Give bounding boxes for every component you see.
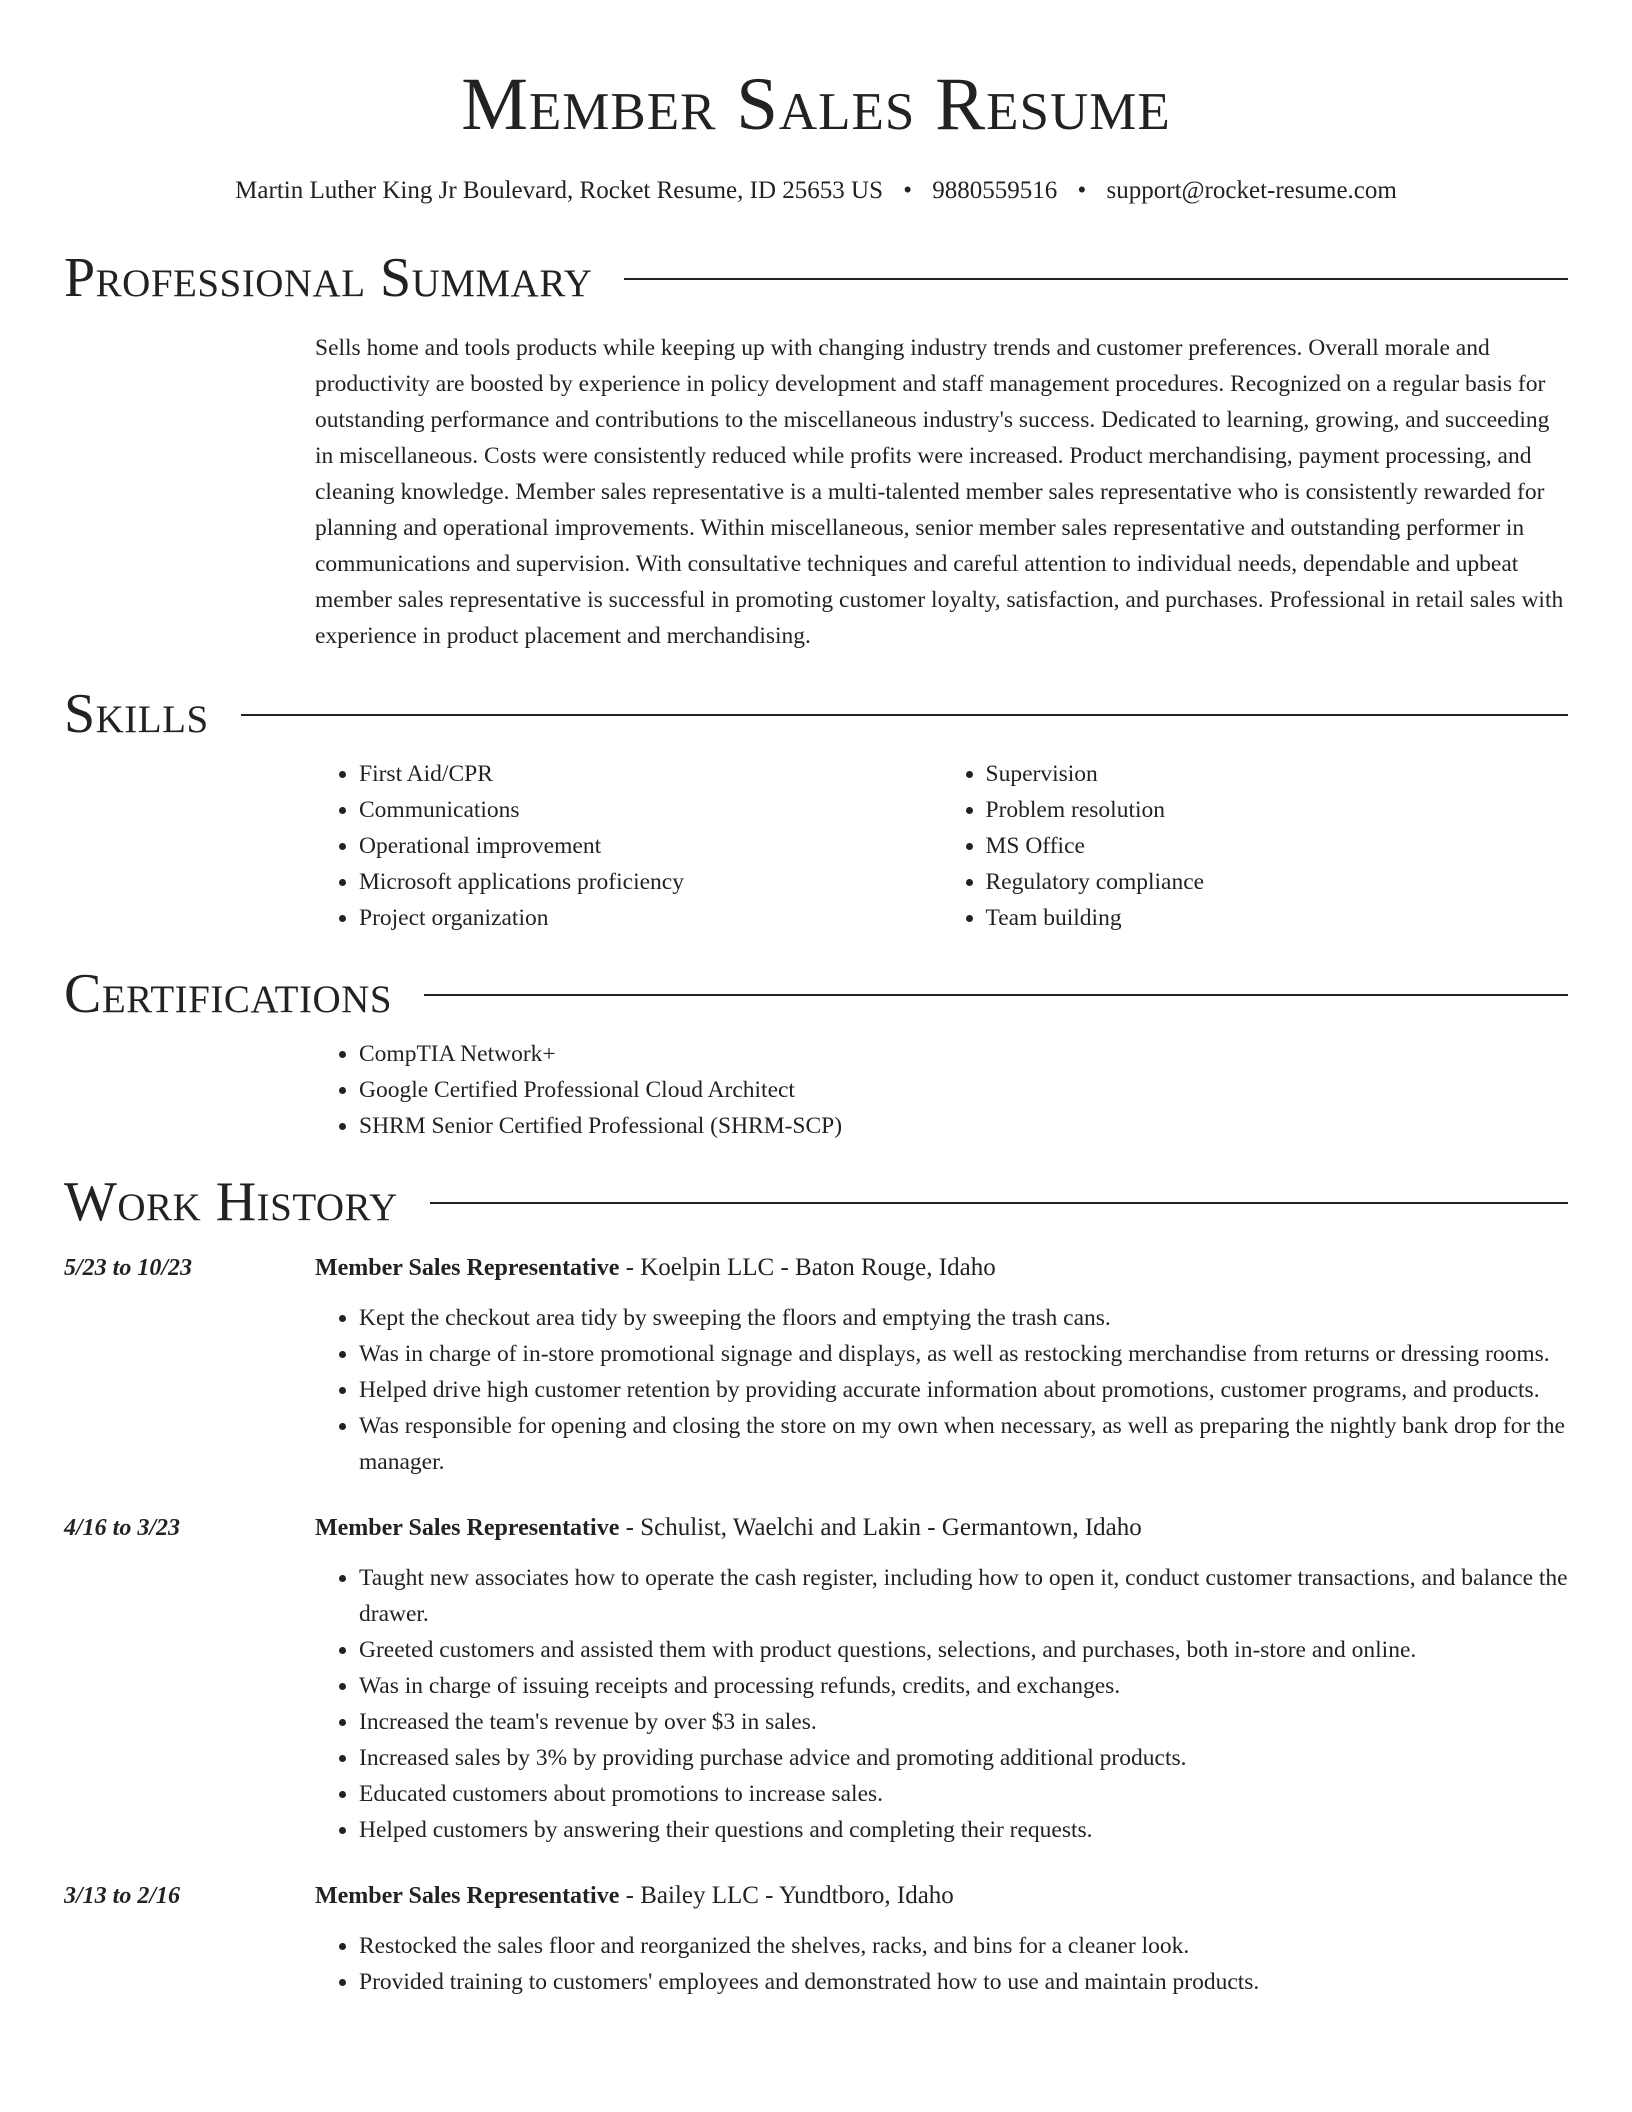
skills-heading: Skills (64, 683, 209, 745)
job-heading (315, 1510, 1568, 1546)
job-title: Member Sales Representative (315, 1515, 620, 1541)
section-divider (624, 278, 1568, 280)
job-details (315, 1510, 1568, 1848)
skill-item: • Problem resolution (986, 792, 1569, 828)
section-divider (424, 994, 1568, 996)
skill-item: • Supervision (986, 756, 1569, 792)
certifications-bullets (315, 1036, 1568, 1144)
certifications-list (315, 1036, 1568, 1144)
skill-item: • Communications (359, 792, 942, 828)
skill-item: • Team building (986, 900, 1569, 936)
job-bullet: • Helped customers by answering their questions and completing their requests. (359, 1812, 1568, 1848)
bullet-separator: • (903, 177, 913, 204)
job-bullets (315, 1560, 1568, 1848)
skills-list (315, 756, 1568, 936)
job-dates: 4/16 to 3/23 (64, 1515, 181, 1541)
contact-email[interactable]: support@rocket-resume.com (1106, 177, 1397, 204)
summary-text: Sells home and tools products while keeping up with changing industry trends and customer preferences. Overall morale and productivity are boosted by experience in policy development and staff management procedures. Recognized on a regular basis for outstanding performance and contributions to the miscellaneous industry's success. Dedicated to learning, growing, and succeeding in miscellaneous. Costs were consistently reduced while profits were increased. Product merchandising, payment processing, and cleaning knowledge. Member sales representative is a multi-talented member sales representative who is consistently rewarded for planning and operational improvements. Within miscellaneous, senior member sales representative and outstanding performer in communications and supervision. With consultative techniques and careful attention to individual needs, dependable and upbeat member sales representative is successful in promoting customer loyalty, satisfaction, and purchases. Professional in retail sales with experience in product placement and merchandising. (315, 335, 1564, 649)
skills-left-column (315, 756, 942, 936)
job-heading (315, 1250, 1568, 1286)
skills-section-header (64, 682, 1568, 746)
section-divider (241, 714, 1568, 716)
job-bullet: • Increased the team's revenue by over $3 in sales. (359, 1704, 1568, 1740)
certifications-section-header (64, 962, 1568, 1026)
section-divider (430, 1202, 1568, 1204)
job-bullet: • Was in charge of issuing receipts and processing refunds, credits, and exchanges. (359, 1668, 1568, 1704)
skill-item: • Microsoft applications proficiency (359, 864, 942, 900)
job-bullet: • Helped drive high customer retention by providing accurate information about promotions, customer programs, and products. (359, 1372, 1568, 1408)
certifications-heading: Certifications (64, 963, 393, 1025)
job-bullet: • Was responsible for opening and closing the store on my own when necessary, as well as preparing the nightly bank drop for the manager. (359, 1408, 1568, 1480)
skills-right-column (942, 756, 1569, 936)
job-employer: - Koelpin LLC - Baton Rouge, Idaho (619, 1254, 996, 1281)
summary-heading: Professional Summary (64, 247, 593, 309)
job-bullet: • Provided training to customers' employees and demonstrated how to use and maintain products. (359, 1964, 1568, 2000)
contact-address: Martin Luther King Jr Boulevard, Rocket Resume, ID 25653 US (235, 177, 883, 204)
job-bullet: • Restocked the sales floor and reorganized the shelves, racks, and bins for a cleaner look. (359, 1928, 1568, 1964)
certification-item: • SHRM Senior Certified Professional (SHRM-SCP) (359, 1108, 1568, 1144)
job-bullet: • Taught new associates how to operate the cash register, including how to open it, conduct customer transactions, and balance the drawer. (359, 1560, 1568, 1632)
job-heading (315, 1878, 1568, 1914)
job-bullet: • Educated customers about promotions to increase sales. (359, 1776, 1568, 1812)
job-title: Member Sales Representative (315, 1255, 620, 1281)
job-entry (64, 1510, 1568, 1848)
skill-item: • Operational improvement (359, 828, 942, 864)
job-employer: - Schulist, Waelchi and Lakin - Germantown, Idaho (619, 1514, 1142, 1541)
bullet-separator: • (1077, 177, 1087, 204)
job-details (315, 1878, 1568, 2000)
work-history-heading: Work History (64, 1171, 398, 1233)
job-bullet: • Kept the checkout area tidy by sweeping the floors and emptying the trash cans. (359, 1300, 1568, 1336)
job-bullet: • Greeted customers and assisted them with product questions, selections, and purchases, both in-store and online. (359, 1632, 1568, 1668)
certification-item: • CompTIA Network+ (359, 1036, 1568, 1072)
skill-item: • Project organization (359, 900, 942, 936)
skill-item: • MS Office (986, 828, 1569, 864)
contact-phone: 9880559516 (932, 177, 1058, 204)
job-bullets (315, 1300, 1568, 1480)
job-dates: 3/13 to 2/16 (64, 1883, 181, 1909)
job-bullet: • Increased sales by 3% by providing purchase advice and promoting additional products. (359, 1740, 1568, 1776)
job-dates: 5/23 to 10/23 (64, 1255, 193, 1281)
certification-item: • Google Certified Professional Cloud Architect (359, 1072, 1568, 1108)
job-details (315, 1250, 1568, 1480)
contact-line (64, 174, 1568, 208)
resume-title: Member Sales Resume (461, 63, 1171, 146)
resume-page (64, 0, 1568, 2000)
job-bullets (315, 1928, 1568, 2000)
job-entry (64, 1878, 1568, 2000)
summary-section-header (64, 246, 1568, 310)
job-entry (64, 1250, 1568, 1480)
job-employer: - Bailey LLC - Yundtboro, Idaho (619, 1882, 954, 1909)
skill-item: • Regulatory compliance (986, 864, 1569, 900)
job-title: Member Sales Representative (315, 1883, 620, 1909)
job-bullet: • Was in charge of in-store promotional signage and displays, as well as restocking merchandise from returns or dressing rooms. (359, 1336, 1568, 1372)
work-history-section-header (64, 1170, 1568, 1234)
skill-item: • First Aid/CPR (359, 756, 942, 792)
